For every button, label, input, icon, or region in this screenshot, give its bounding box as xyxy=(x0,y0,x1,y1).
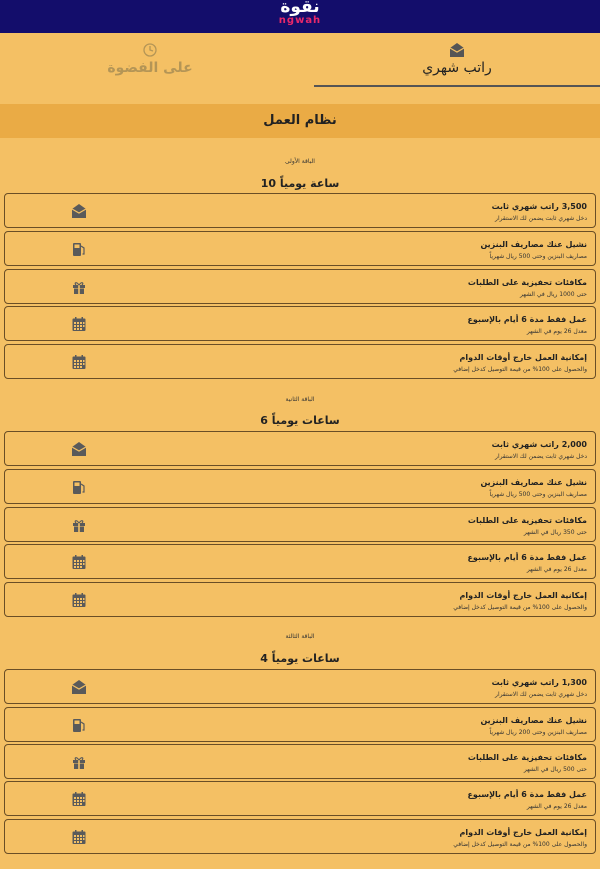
benefit-card[interactable] xyxy=(4,231,596,266)
benefit-card[interactable] xyxy=(4,306,596,341)
benefit-card[interactable] xyxy=(4,669,596,704)
tab-monthly-label: راتب شهري xyxy=(422,60,492,76)
benefit-card[interactable] xyxy=(4,507,596,542)
benefit-subtitle: دخل شهري ثابت يضمن لك الاستقرار xyxy=(495,453,587,460)
tab-freelance[interactable] xyxy=(0,40,300,87)
benefit-title: نشيل عنك مصاريف البنزين xyxy=(480,478,587,487)
benefit-title: مكافئات تحفيزية على الطلبات xyxy=(467,278,587,287)
benefit-subtitle: حتى 350 ريال في الشهر xyxy=(523,529,587,536)
benefit-title: عمل فقط مدة 6 أيام بالإسبوع xyxy=(467,790,587,799)
calendar-icon xyxy=(71,791,87,807)
benefit-title: عمل فقط مدة 6 أيام بالإسبوع xyxy=(467,315,587,324)
gift-icon xyxy=(71,517,87,533)
calendar-icon xyxy=(71,554,87,570)
benefit-title: 1,300 راتب شهري ثابت xyxy=(491,678,587,687)
work-system-header xyxy=(0,104,600,138)
calendar-icon xyxy=(71,829,87,845)
benefit-subtitle: حتى 1000 ريال في الشهر xyxy=(520,291,587,298)
calendar-icon xyxy=(71,592,87,608)
ngwah-logo[interactable] xyxy=(0,0,600,26)
benefit-card[interactable] xyxy=(4,781,596,816)
benefit-card[interactable] xyxy=(4,469,596,504)
benefit-title: عمل فقط مدة 6 أيام بالإسبوع xyxy=(467,553,587,562)
benefit-subtitle: حتى 500 ريال في الشهر xyxy=(523,766,587,773)
app-header xyxy=(0,0,600,33)
benefit-title: إمكانية العمل خارج أوقات الدوام xyxy=(459,828,587,837)
tab-monthly-salary[interactable] xyxy=(314,40,600,87)
benefit-card[interactable] xyxy=(4,582,596,617)
section-title: نظام العمل xyxy=(263,113,337,128)
benefit-subtitle: معدل 26 يوم في الشهر xyxy=(526,328,587,335)
benefit-title: 2,000 راتب شهري ثابت xyxy=(491,440,587,449)
benefit-card[interactable] xyxy=(4,544,596,579)
envelope-icon xyxy=(449,42,465,58)
benefit-card[interactable] xyxy=(4,819,596,854)
fuel-icon xyxy=(71,717,87,733)
fuel-icon xyxy=(71,241,87,257)
calendar-icon xyxy=(71,316,87,332)
benefit-subtitle: مصاريف البنزين وحتى 500 ريال شهرياً xyxy=(489,491,587,498)
benefit-card[interactable] xyxy=(4,707,596,742)
benefit-title: نشيل عنك مصاريف البنزين xyxy=(480,716,587,725)
logo-latin-text: ngwah xyxy=(278,15,322,26)
benefit-card[interactable] xyxy=(4,431,596,466)
envelope-icon xyxy=(71,203,87,219)
benefit-card[interactable] xyxy=(4,744,596,779)
package-subtitle: الباقة الأولى xyxy=(285,158,315,165)
benefit-subtitle: والحصول على 100% من قيمة التوصيل كدخل إضافي xyxy=(453,841,587,848)
package-title: 6 ساعات يومياً xyxy=(260,414,340,427)
benefit-subtitle: والحصول على 100% من قيمة التوصيل كدخل إضافي xyxy=(453,604,587,611)
package-title: 10 ساعة يومياً xyxy=(260,177,340,190)
benefit-card[interactable] xyxy=(4,269,596,304)
calendar-icon xyxy=(71,354,87,370)
benefit-subtitle: معدل 26 يوم في الشهر xyxy=(526,566,587,573)
benefit-subtitle: مصاريف البنزين وحتى 200 ريال شهرياً xyxy=(489,729,587,736)
package-title: 4 ساعات يومياً xyxy=(260,652,340,665)
gift-icon xyxy=(71,279,87,295)
benefit-subtitle: والحصول على 100% من قيمة التوصيل كدخل إضافي xyxy=(453,366,587,373)
benefit-title: إمكانية العمل خارج أوقات الدوام xyxy=(459,591,587,600)
package-subtitle: الباقة الثالثة xyxy=(285,633,315,640)
benefit-card[interactable] xyxy=(4,344,596,379)
envelope-icon xyxy=(71,441,87,457)
benefit-title: إمكانية العمل خارج أوقات الدوام xyxy=(459,353,587,362)
gift-icon xyxy=(71,754,87,770)
tab-freelance-label: على الفضوة xyxy=(107,60,193,76)
package-subtitle: الباقة الثانية xyxy=(285,396,315,403)
work-type-tabs xyxy=(0,40,600,87)
benefit-title: مكافئات تحفيزية على الطلبات xyxy=(467,753,587,762)
envelope-icon xyxy=(71,679,87,695)
logo-arabic-text: نقوة xyxy=(280,0,320,17)
benefit-title: مكافئات تحفيزية على الطلبات xyxy=(467,516,587,525)
benefit-subtitle: مصاريف البنزين وحتى 500 ريال شهرياً xyxy=(489,253,587,260)
time-icon xyxy=(142,42,158,58)
fuel-icon xyxy=(71,479,87,495)
benefit-subtitle: دخل شهري ثابت يضمن لك الاستقرار xyxy=(495,215,587,222)
benefit-card[interactable] xyxy=(4,193,596,228)
benefit-title: نشيل عنك مصاريف البنزين xyxy=(480,240,587,249)
benefit-title: 3,500 راتب شهري ثابت xyxy=(491,202,587,211)
benefit-subtitle: معدل 26 يوم في الشهر xyxy=(526,803,587,810)
benefit-subtitle: دخل شهري ثابت يضمن لك الاستقرار xyxy=(495,691,587,698)
